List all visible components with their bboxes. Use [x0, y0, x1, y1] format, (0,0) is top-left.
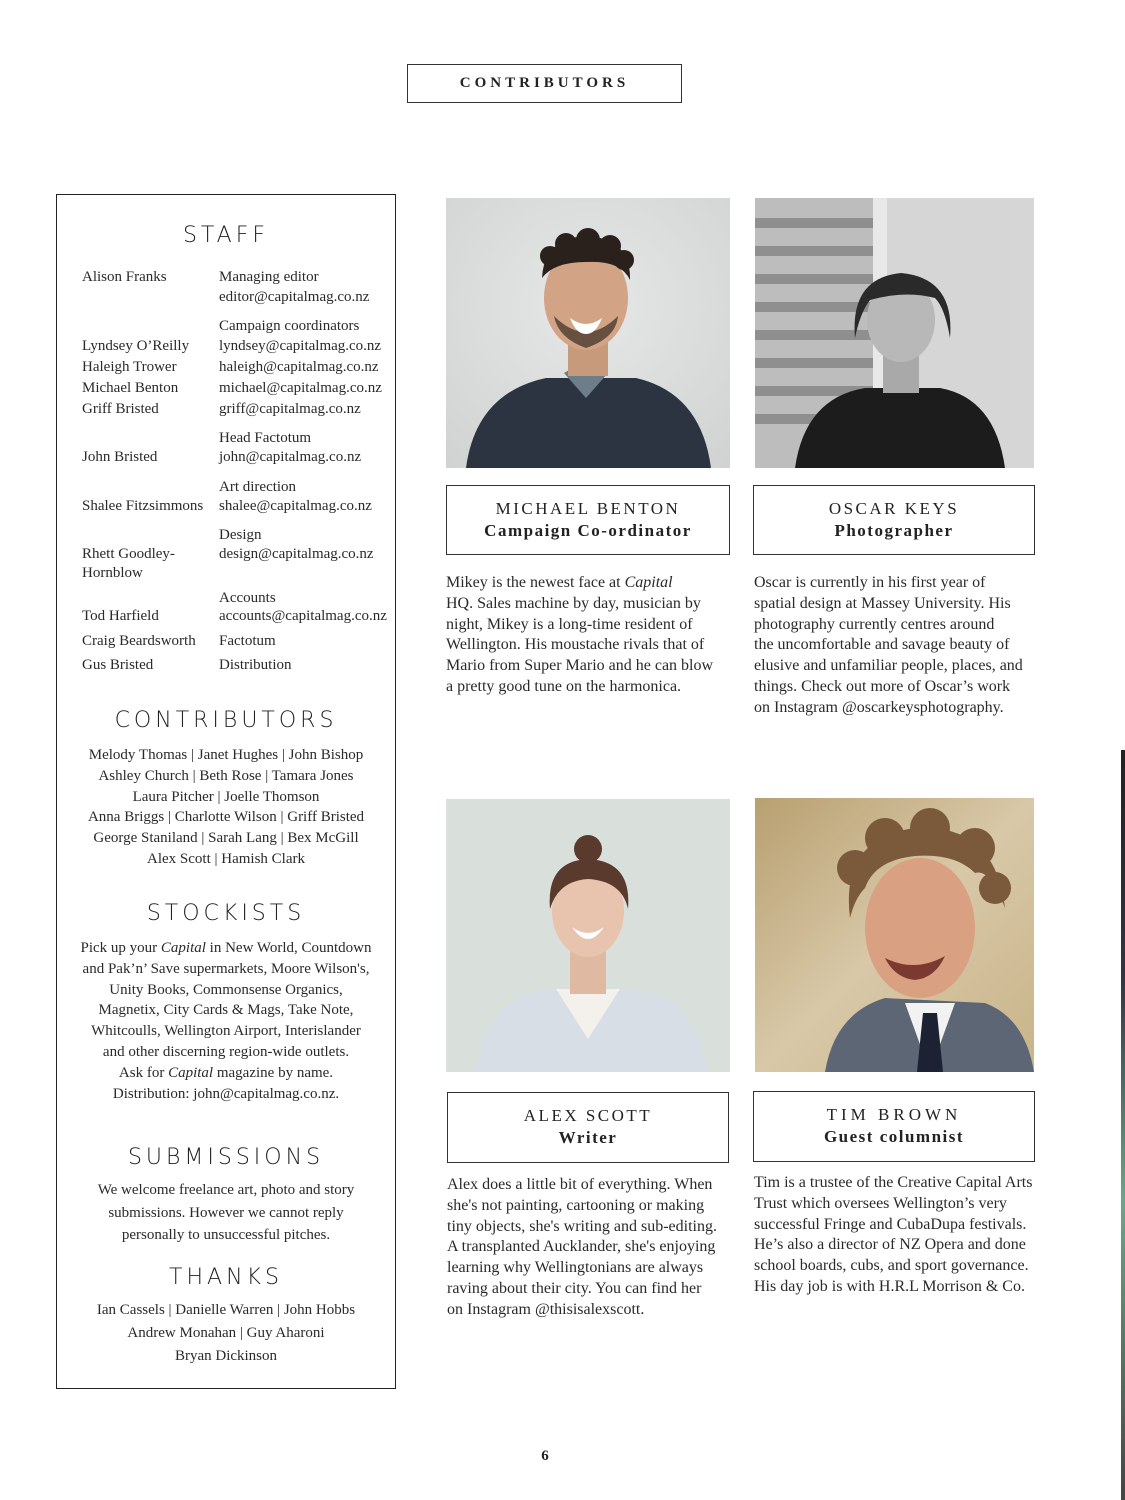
staff-role: Head Factotum [219, 430, 312, 446]
contributors-line: Laura Pitcher | Joelle Thomson [132, 788, 320, 805]
stockists-line [57, 938, 395, 959]
contributors-line: Anna Briggs | Charlotte Wilson | Griff Bristed [87, 809, 365, 826]
staff-email: design@capitalmag.co.nz [219, 546, 374, 562]
staff-email: shalee@capitalmag.co.nz [219, 498, 372, 514]
oscar-keys-photo [755, 198, 1034, 468]
staff-role: Campaign coordinators [219, 318, 360, 334]
thanks-line: Ian Cassels | Danielle Warren | John Hobbs [96, 1302, 356, 1318]
bio-line: learning why Wellingtonians are always [447, 1259, 704, 1277]
text-fragment: Pick up your [80, 940, 161, 956]
bio-line: photography currently centres around [754, 615, 995, 633]
page-edge [1121, 750, 1125, 1500]
bio-line: she's not painting, cartooning or making [447, 1196, 705, 1214]
text-fragment: Ask for [118, 1064, 169, 1081]
contributor-name: ALEX SCOTT [523, 1106, 653, 1125]
bio-line: Alex does a little bit of everything. When [447, 1176, 713, 1193]
magazine-name: Capital [168, 1064, 214, 1081]
stockists-line: and Pak’n’ Save supermarkets, Moore Wilson's, [82, 960, 370, 977]
stockists-line: Magnetix, City Cards & Mags, Take Note, [98, 1002, 354, 1019]
tim-brown-photo [755, 798, 1034, 1072]
bio-line: on Instagram @thisisalexscott. [447, 1300, 645, 1318]
bio-line: Tim is a trustee of the Creative Capital Arts [754, 1174, 1033, 1191]
bio-line: Mario from Super Mario and he can blow [446, 657, 714, 675]
staff-name: Michael Benton [82, 380, 179, 396]
oscar-keys-bio [754, 573, 1044, 719]
michael-benton-bio [446, 573, 736, 698]
staff-name: Griff Bristed [82, 401, 159, 417]
bio-line: a pretty good tune on the harmonica. [446, 677, 682, 695]
stockists-line: and other discerning region-wide outlets. [102, 1043, 350, 1060]
submissions-line: We welcome freelance art, photo and story [97, 1182, 355, 1198]
stockists-line: Unity Books, Commonsense Organics, [109, 981, 343, 998]
page-number: 6 [541, 1448, 549, 1464]
staff-role: Design [219, 527, 262, 543]
staff-email: lyndsey@capitalmag.co.nz [219, 338, 382, 354]
alex-scott-bio [447, 1175, 737, 1321]
staff-name: Gus Bristed [82, 657, 154, 673]
contributor-role: Photographer [834, 521, 954, 540]
tim-brown-namebox [753, 1091, 1035, 1162]
staff-name: Shalee Fitzsimmons [82, 498, 204, 514]
staff-name: Haleigh Trower [82, 359, 177, 375]
bio-line: things. Check out more of Oscar’s work [754, 677, 1011, 695]
bio-line [446, 573, 736, 594]
page-title-box [407, 64, 682, 103]
thanks-line: Bryan Dickinson [174, 1348, 278, 1364]
contributors-heading: CONTRIBUTORS [114, 708, 338, 733]
staff-heading: STAFF [182, 223, 270, 248]
stockists-line: Whitcoulls, Wellington Airport, Interislander [91, 1023, 361, 1040]
stockists-heading: STOCKISTS [146, 901, 306, 926]
submissions-text [57, 1179, 395, 1247]
staff-role: Accounts [219, 590, 276, 606]
staff-name: John Bristed [82, 449, 158, 465]
bio-line: tiny objects, she's writing and sub-editing. [447, 1217, 717, 1235]
staff-name: Rhett Goodley- [82, 546, 175, 562]
magazine-name: Capital [160, 940, 206, 956]
bio-line: Oscar is currently in his first year of [754, 574, 986, 591]
bio-line: night, Mikey is a long-time resident of [446, 615, 693, 633]
stockists-text [57, 938, 395, 1104]
staff-sidebar [56, 194, 396, 1389]
michael-benton-namebox [446, 485, 730, 555]
contributor-name: MICHAEL BENTON [495, 499, 681, 518]
staff-name: Alison Franks [82, 269, 167, 285]
thanks-line: Andrew Monahan | Guy Aharoni [127, 1325, 325, 1341]
stockists-line: Distribution: john@capitalmag.co.nz. [112, 1085, 340, 1102]
bio-line: successful Fringe and CubaDupa festivals. [754, 1215, 1027, 1233]
staff-name: Tod Harfield [82, 608, 159, 624]
staff-email: john@capitalmag.co.nz [219, 449, 362, 465]
alex-scott-namebox [447, 1092, 729, 1163]
submissions-line: personally to unsuccessful pitches. [121, 1227, 331, 1243]
bio-line: Trust which oversees Wellington’s very [754, 1194, 1007, 1212]
bio-line: His day job is with H.R.L Morrison & Co. [754, 1277, 1025, 1295]
bio-line: raving about their city. You can find her [447, 1279, 702, 1297]
bio-line: elusive and unfamiliar people, places, and [754, 657, 1023, 675]
bio-line: A transplanted Aucklander, she's enjoying [447, 1238, 716, 1256]
contributor-name: OSCAR KEYS [828, 499, 960, 518]
contributors-line: George Staniland | Sarah Lang | Bex McGill [93, 830, 359, 847]
contributor-role: Campaign Co-ordinator [484, 521, 692, 540]
bio-line: school boards, cubs, and sport governance. [754, 1257, 1029, 1275]
staff-role: Distribution [219, 657, 292, 673]
staff-email: michael@capitalmag.co.nz [219, 380, 382, 396]
staff-role: Factotum [219, 633, 276, 649]
alex-scott-photo [446, 799, 730, 1072]
text-fragment: in New World, Countdown [205, 940, 372, 956]
staff-role: Managing editor [219, 269, 319, 285]
staff-email: haleigh@capitalmag.co.nz [219, 359, 379, 375]
staff-role: Art direction [219, 479, 297, 495]
staff-name: Lyndsey O’Reilly [82, 338, 190, 354]
stockists-line [57, 1063, 395, 1084]
contributor-role: Writer [558, 1128, 618, 1147]
contributors-line: Alex Scott | Hamish Clark [147, 850, 305, 867]
staff-email: editor@capitalmag.co.nz [219, 289, 370, 305]
tim-brown-bio [754, 1173, 1054, 1298]
thanks-text [57, 1299, 395, 1368]
bio-line: Wellington. His moustache rivals that of [446, 636, 705, 654]
bio-line: the uncomfortable and savage beauty of [754, 636, 1010, 654]
bio-line: on Instagram @oscarkeysphotography. [754, 698, 1004, 716]
page-title: CONTRIBUTORS [459, 75, 630, 91]
submissions-heading: SUBMISSIONS [127, 1145, 325, 1170]
oscar-keys-namebox [753, 485, 1035, 555]
staff-email: accounts@capitalmag.co.nz [219, 608, 387, 624]
contributor-role: Guest columnist [823, 1127, 965, 1146]
thanks-heading: THANKS [169, 1265, 283, 1290]
staff-email: griff@capitalmag.co.nz [219, 401, 361, 417]
text-fragment: magazine by name. [213, 1064, 334, 1081]
contributors-list [57, 745, 395, 870]
staff-name: Craig Beardsworth [82, 633, 196, 649]
staff-name: Hornblow [82, 565, 143, 581]
bio-line: spatial design at Massey University. His [754, 594, 1011, 612]
text-fragment: Mikey is the newest face at [446, 574, 625, 591]
magazine-name: Capital [624, 574, 673, 591]
bio-line: He’s also a director of NZ Opera and done [754, 1236, 1026, 1254]
contributor-name: TIM BROWN [826, 1105, 962, 1124]
michael-benton-photo [446, 198, 730, 468]
contributors-line: Ashley Church | Beth Rose | Tamara Jones [98, 767, 354, 784]
bio-line: HQ. Sales machine by day, musician by [446, 594, 701, 612]
submissions-line: submissions. However we cannot reply [108, 1204, 344, 1221]
contributors-line: Melody Thomas | Janet Hughes | John Bishop [88, 747, 364, 763]
